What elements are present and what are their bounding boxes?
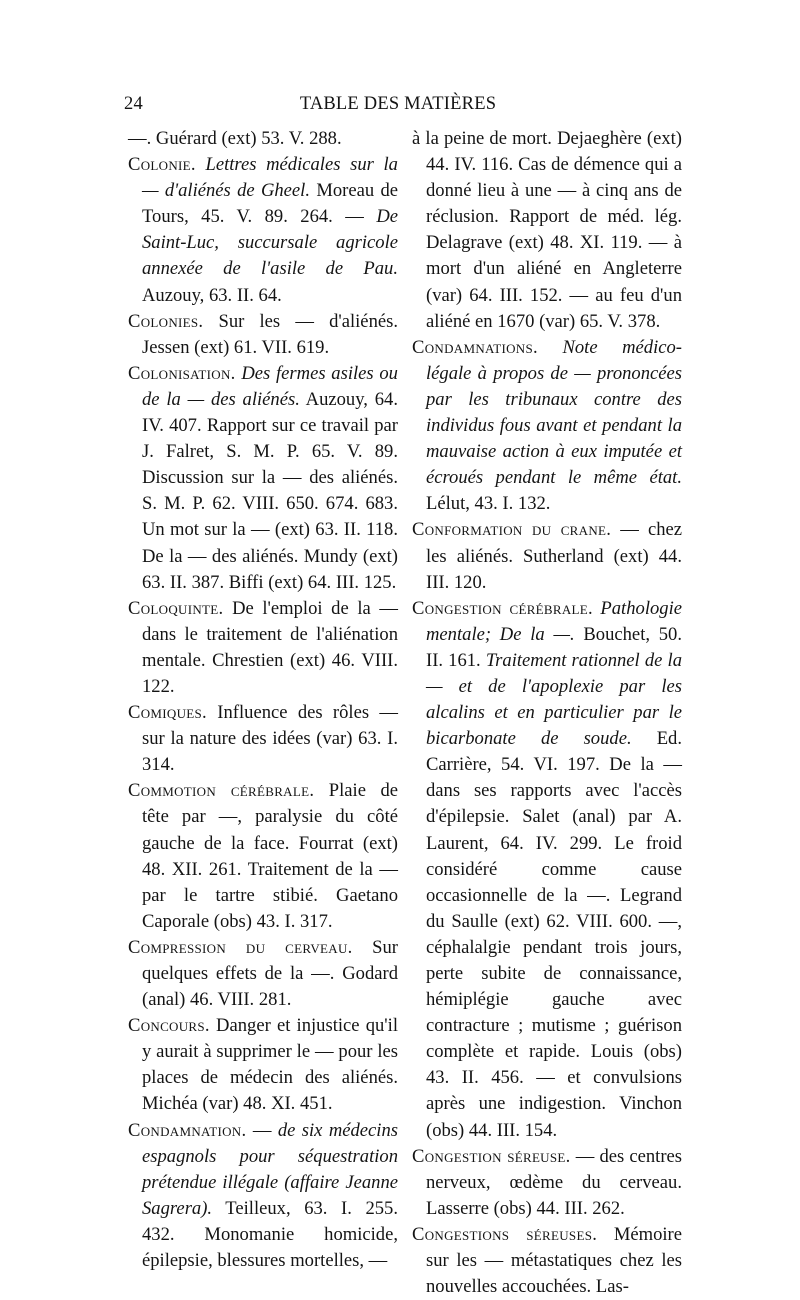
index-entry (128, 309, 398, 361)
entry-title-italic: Des fermes asiles ou de la — des aliénés. (142, 362, 398, 410)
entry-text (538, 337, 563, 358)
entry-headword: Condamnation. (128, 1119, 247, 1141)
entry-text: Moreau de Tours, 45. V. 89. 264. — (142, 180, 399, 228)
entry-headword: Colonisation. (128, 362, 236, 384)
entry-headword: Compression du cerveau. (128, 936, 353, 958)
page-header (124, 94, 672, 118)
entry-text: Bouchet, 50. II. 161. (426, 623, 682, 671)
right-column (412, 126, 682, 1300)
entry-title-italic: De Saint-Luc, succursale agricole annexée de l'asile de Pau. (142, 206, 398, 280)
index-entry (412, 1144, 682, 1222)
entry-text: Mémoire sur les — métastatiques chez les nouvelles accouchées. Las- (426, 1223, 682, 1298)
entry-headword: Colonie. (128, 154, 196, 176)
index-entry (128, 152, 398, 309)
entry-title-italic: Note médico-légale à propos de — prononcées par les tribunaux contre des individus fous avant et pendant la mauvaise action à eux imputée et écroués pendant le même état. (426, 336, 682, 489)
index-entry (128, 126, 398, 152)
left-column (128, 126, 398, 1274)
index-entry (412, 335, 682, 518)
index-entry (412, 1222, 682, 1300)
entry-title-italic: Pathologie mentale; De la —. (426, 597, 682, 645)
entry-headword: Conformation du crane. (412, 519, 612, 541)
entry-headword: Comiques. (128, 702, 207, 724)
entry-text: Danger et injustice qu'il y aurait à supprimer le — pour les places de médecin des aliénés. Michéa (var) 48. XI. 451. (142, 1015, 398, 1115)
entry-text: Teilleux, 63. I. 255. 432. Monomanie homicide, épilepsie, blessures mortelles, — (142, 1197, 398, 1272)
entry-text: à la peine de mort. Dejaeghère (ext) 44. IV. 116. Cas de démence qui a donné lieu à une — à cinq ans de réclusion. Rapport de méd. lég. Delagrave (ext) 48. XI. 119. — à mort d'un aliéné en Angleterre (var) 64. III. 152. — au feu d'un aliéné en 1670 (var) 65. V. 378. (412, 128, 682, 332)
entry-headword: Colonies. (128, 310, 204, 332)
index-entry (128, 1118, 398, 1275)
index-entry-continuation (412, 126, 682, 335)
running-title: TABLE DES MATIÈRES (299, 94, 497, 114)
entry-text: Auzouy, 64. IV. 407. Rapport sur ce travail par J. Falret, S. M. P. 65. V. 89. Discussion sur la — des aliénés. S. M. P. 62. VIII. 650. 674. 683. Un mot sur la — (ext) 63. II. 118. De la — des aliénés. Mundy (ext) 63. II. 387. Biffi (ext) 64. III. 125. (142, 388, 398, 593)
entry-text: — chez les aliénés. Sutherland (ext) 44. III. 120. (426, 519, 683, 593)
entry-headword: Commotion cérébrale. (128, 780, 315, 802)
entry-text: Auzouy, 63. II. 64. (142, 284, 282, 306)
entry-headword: Congestions séreuses. (412, 1223, 598, 1245)
index-entry (128, 935, 398, 1013)
entry-headword: Congestion cérébrale. (412, 597, 593, 619)
entry-text: — des centres nerveux, œdème du cerveau. Lasserre (obs) 44. III. 262. (426, 1145, 683, 1219)
entry-text: Influence des rôles — sur la nature des idées (var) 63. I. 314. (142, 702, 398, 776)
index-entry (128, 361, 398, 596)
entry-headword: Condamnations. (412, 336, 538, 358)
entry-headword: Congestion séreuse. (412, 1145, 571, 1167)
entry-text: De l'emploi de la — dans le traitement de l'aliénation mentale. Chrestien (ext) 46. VIII. 122. (142, 597, 398, 697)
index-entry (128, 778, 398, 935)
index-entry (412, 596, 682, 1144)
index-entry (128, 1013, 398, 1117)
entry-headword: Coloquinte. (128, 597, 224, 619)
page-number: 24 (124, 94, 143, 114)
entry-text: Sur les — d'aliénés. Jessen (ext) 61. VII. 619. (142, 310, 398, 358)
index-entry (128, 596, 398, 700)
index-entry (128, 700, 398, 778)
entry-title-italic: Lettres médicales sur la — d'aliénés de Gheel. (142, 154, 398, 202)
entry-text: —. Guérard (ext) 53. V. 288. (128, 128, 342, 149)
entry-text: Plaie de tête par —, paralysie du côté gauche de la face. Fourrat (ext) 48. XII. 261. Traitement de la — par le tartre stibié. Gaetano Caporale (obs) 43. I. 317. (142, 780, 398, 932)
entry-text: Lélut, 43. I. 132. (426, 493, 551, 515)
index-entry (412, 517, 682, 595)
entry-title-italic: Traitement rationnel de la — et de l'apoplexie par les alcalins et en particulier par le bicarbonate de soude. (426, 649, 682, 750)
entry-text: Ed. Carrière, 54. VI. 197. De la — dans ses rapports avec l'accès d'épilepsie. Salet (anal) par A. Laurent, 64. IV. 299. Le froid considéré comme cause occasionnelle de la —. Legrand du Saulle (ext) 62. VIII. 600. —, céphalalgie pendant trois jours, perte subite de connaissance, hémiplégie gauche avec contracture ; mutisme ; guérison complète et rapide. Louis (obs) 43. II. 456. — et convulsions après une indigestion. Vinchon (obs) 44. III. 154. (426, 728, 682, 1141)
entry-text: Sur quelques effets de la —. Godard (anal) 46. VIII. 281. (142, 936, 398, 1011)
entry-title-italic: de six médecins espagnols pour séquestration prétendue illégale (affaire Jeanne Sagrera). (142, 1119, 398, 1219)
entry-headword: Concours. (128, 1015, 210, 1037)
entry-text: — (246, 1119, 278, 1141)
